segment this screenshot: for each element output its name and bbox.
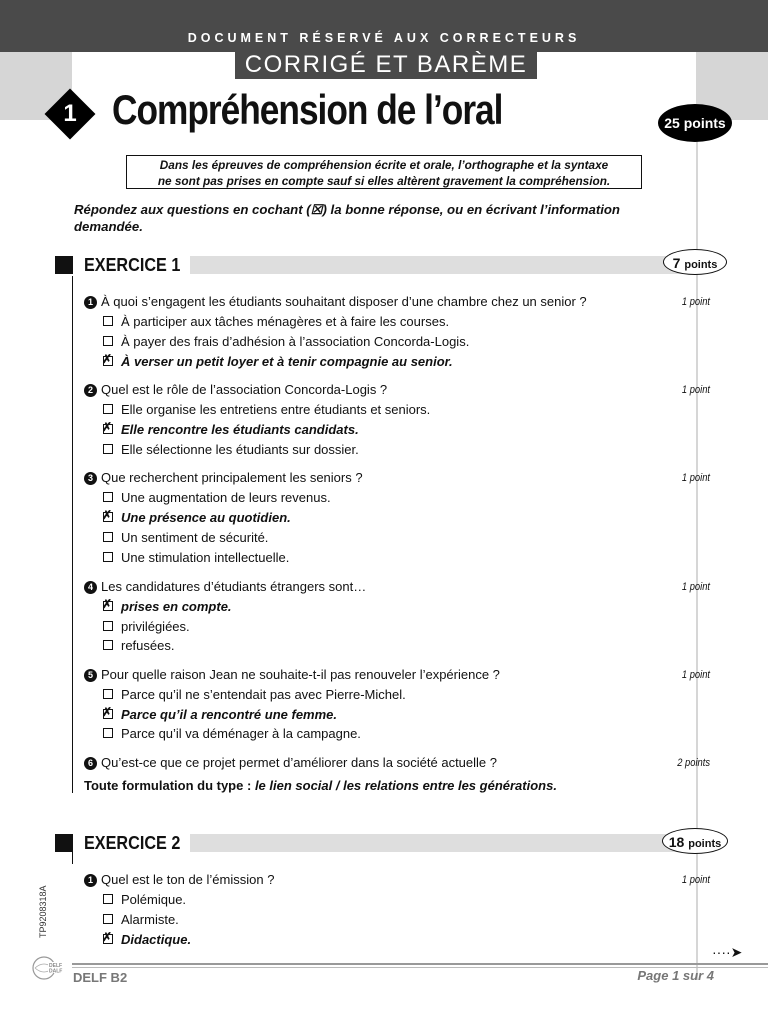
exercise-1-points-unit: points	[684, 259, 718, 271]
corrige-title: CORRIGÉ ET BARÈME	[235, 51, 537, 79]
question-text: Pour quelle raison Jean ne souhaite-t-il pas renouveler l’expérience ?	[101, 667, 500, 682]
grading-note	[126, 155, 642, 189]
option[interactable]	[103, 314, 449, 329]
checkbox-icon[interactable]	[103, 532, 113, 542]
option[interactable]	[103, 490, 331, 505]
option-text: Parce qu’il va déménager à la campagne.	[121, 726, 361, 741]
option[interactable]	[103, 402, 430, 417]
checkbox-icon[interactable]	[103, 689, 113, 699]
question-text: Les candidatures d’étudiants étrangers sont…	[101, 579, 367, 594]
exercise-2-title: EXERCICE 2	[84, 833, 181, 853]
question-1-4	[84, 579, 366, 594]
checkbox-icon[interactable]	[103, 621, 113, 631]
option[interactable]	[103, 912, 179, 927]
checkbox-icon[interactable]	[103, 894, 113, 904]
option[interactable]	[103, 619, 190, 634]
option-text: Alarmiste.	[121, 912, 179, 927]
option[interactable]	[103, 687, 406, 702]
option-correct[interactable]	[103, 354, 453, 369]
option-text: Une présence au quotidien.	[121, 510, 291, 525]
question-1-6	[84, 755, 497, 770]
checkbox-icon[interactable]	[103, 492, 113, 502]
checkbox-icon[interactable]	[103, 336, 113, 346]
question-1-5	[84, 667, 500, 682]
svg-text:DELF: DELF	[49, 963, 63, 969]
option[interactable]	[103, 726, 361, 741]
exercise-2-marker	[55, 834, 73, 852]
option-text: À payer des frais d’adhésion à l’association Concorda-Logis.	[121, 334, 470, 349]
question-points: 1 point	[681, 874, 710, 886]
option-correct[interactable]	[103, 932, 191, 947]
checked-checkbox-icon[interactable]	[103, 512, 113, 522]
exercise-2-bar	[190, 834, 700, 852]
option[interactable]	[103, 442, 359, 457]
checked-checkbox-icon[interactable]	[103, 934, 113, 944]
question-number: 6	[84, 757, 97, 770]
option-text: Elle rencontre les étudiants candidats.	[121, 422, 359, 437]
question-points: 1 point	[681, 296, 710, 308]
question-text: À quoi s’engagent les étudiants souhaitant disposer d’une chambre chez un senior ?	[101, 294, 587, 309]
exam-name: DELF B2	[73, 970, 128, 985]
svg-text:DALF: DALF	[49, 968, 63, 975]
question-points: 2 points	[677, 757, 710, 769]
section-number: 1	[63, 100, 77, 127]
option-correct[interactable]	[103, 707, 337, 722]
question-number: 1	[84, 296, 97, 309]
grading-note-line-2: ne sont pas prises en compte sauf si elles altèrent gravement la compréhension.	[157, 174, 611, 188]
page-number: Page 1 sur 4	[637, 968, 714, 983]
option-text: Polémique.	[121, 892, 187, 907]
document-code: TP9208318A	[38, 885, 48, 938]
section-points-badge: 25 points	[658, 104, 732, 142]
option-correct[interactable]	[103, 510, 291, 525]
reserved-notice: DOCUMENT RÉSERVÉ AUX CORRECTEURS	[187, 31, 581, 45]
footer-rule	[72, 963, 768, 965]
option-text: Une stimulation intellectuelle.	[121, 550, 290, 565]
section-title: Compréhension de l’oral	[112, 86, 503, 133]
exercise-2-points	[662, 828, 728, 854]
next-page-arrow-icon: ····➤	[712, 944, 743, 960]
option-text: Parce qu’il a rencontré une femme.	[121, 707, 338, 722]
instruction-line-1: Répondez aux questions en cochant (☒) la bonne réponse, ou en écrivant l’information	[74, 202, 620, 217]
question-1-3	[84, 470, 363, 485]
exercise-1-title: EXERCICE 1	[84, 255, 181, 275]
instruction-line-2: demandée.	[74, 219, 143, 234]
question-number: 1	[84, 874, 97, 887]
option[interactable]	[103, 638, 174, 653]
grading-note-line-1: Dans les épreuves de compréhension écrite et orale, l’orthographe et la syntaxe	[159, 158, 609, 172]
option-text: Un sentiment de sécurité.	[121, 530, 269, 545]
option-text: À verser un petit loyer et à tenir compagnie au senior.	[121, 354, 453, 369]
question-text: Quel est le rôle de l’association Concorda-Logis ?	[101, 382, 388, 397]
checked-checkbox-icon[interactable]	[103, 356, 113, 366]
question-points: 1 point	[681, 669, 710, 681]
checkbox-icon[interactable]	[103, 444, 113, 454]
instruction	[74, 201, 694, 235]
question-text: Quel est le ton de l’émission ?	[101, 872, 275, 887]
option-text: prises en compte.	[121, 599, 232, 614]
question-number: 3	[84, 472, 97, 485]
checkbox-icon[interactable]	[103, 404, 113, 414]
exercise-2-points-unit: points	[688, 838, 722, 850]
question-points: 1 point	[681, 384, 710, 396]
answer-value: le lien social / les relations entre les générations.	[254, 778, 557, 793]
option-text: refusées.	[121, 638, 175, 653]
option-text: Parce qu’il ne s’entendait pas avec Pierre-Michel.	[121, 687, 406, 702]
option-text: Elle organise les entretiens entre étudiants et seniors.	[121, 402, 431, 417]
question-points: 1 point	[681, 581, 710, 593]
option-text: À participer aux tâches ménagères et à faire les courses.	[121, 314, 450, 329]
option-correct[interactable]	[103, 599, 232, 614]
checkbox-icon[interactable]	[103, 552, 113, 562]
option-text: Elle sélectionne les étudiants sur dossier.	[121, 442, 359, 457]
option[interactable]	[103, 530, 268, 545]
exercise-1-points-value: 7	[672, 255, 681, 271]
expected-answer	[84, 778, 557, 793]
exercise-1-rule	[72, 276, 73, 793]
question-points: 1 point	[681, 472, 710, 484]
question-1-2	[84, 382, 387, 397]
question-number: 2	[84, 384, 97, 397]
checkbox-icon[interactable]	[103, 914, 113, 924]
question-number: 5	[84, 669, 97, 682]
checkbox-icon[interactable]	[103, 728, 113, 738]
question-1-1	[84, 294, 587, 309]
answer-label: Toute formulation du type :	[84, 778, 252, 793]
question-text: Que recherchent principalement les seniors ?	[101, 470, 363, 485]
checked-checkbox-icon[interactable]	[103, 424, 113, 434]
option-text: privilégiées.	[121, 619, 190, 634]
exercise-2-points-value: 18	[668, 834, 685, 850]
option-text: Une augmentation de leurs revenus.	[121, 490, 331, 505]
option[interactable]	[103, 550, 289, 565]
checkbox-icon[interactable]	[103, 640, 113, 650]
option[interactable]	[103, 334, 469, 349]
option-text: Didactique.	[121, 932, 192, 947]
question-2-1	[84, 872, 274, 887]
delf-dalf-logo	[30, 952, 66, 982]
question-text: Qu’est-ce que ce projet permet d’améliorer dans la société actuelle ?	[101, 755, 497, 770]
exercise-1-marker	[55, 256, 73, 274]
exercise-1-bar	[190, 256, 700, 274]
option-correct[interactable]	[103, 422, 359, 437]
checkbox-icon[interactable]	[103, 316, 113, 326]
exercise-1-points	[663, 249, 727, 275]
question-number: 4	[84, 581, 97, 594]
checked-checkbox-icon[interactable]	[103, 601, 113, 611]
option[interactable]	[103, 892, 186, 907]
checked-checkbox-icon[interactable]	[103, 709, 113, 719]
exercise-2-rule	[72, 852, 73, 864]
